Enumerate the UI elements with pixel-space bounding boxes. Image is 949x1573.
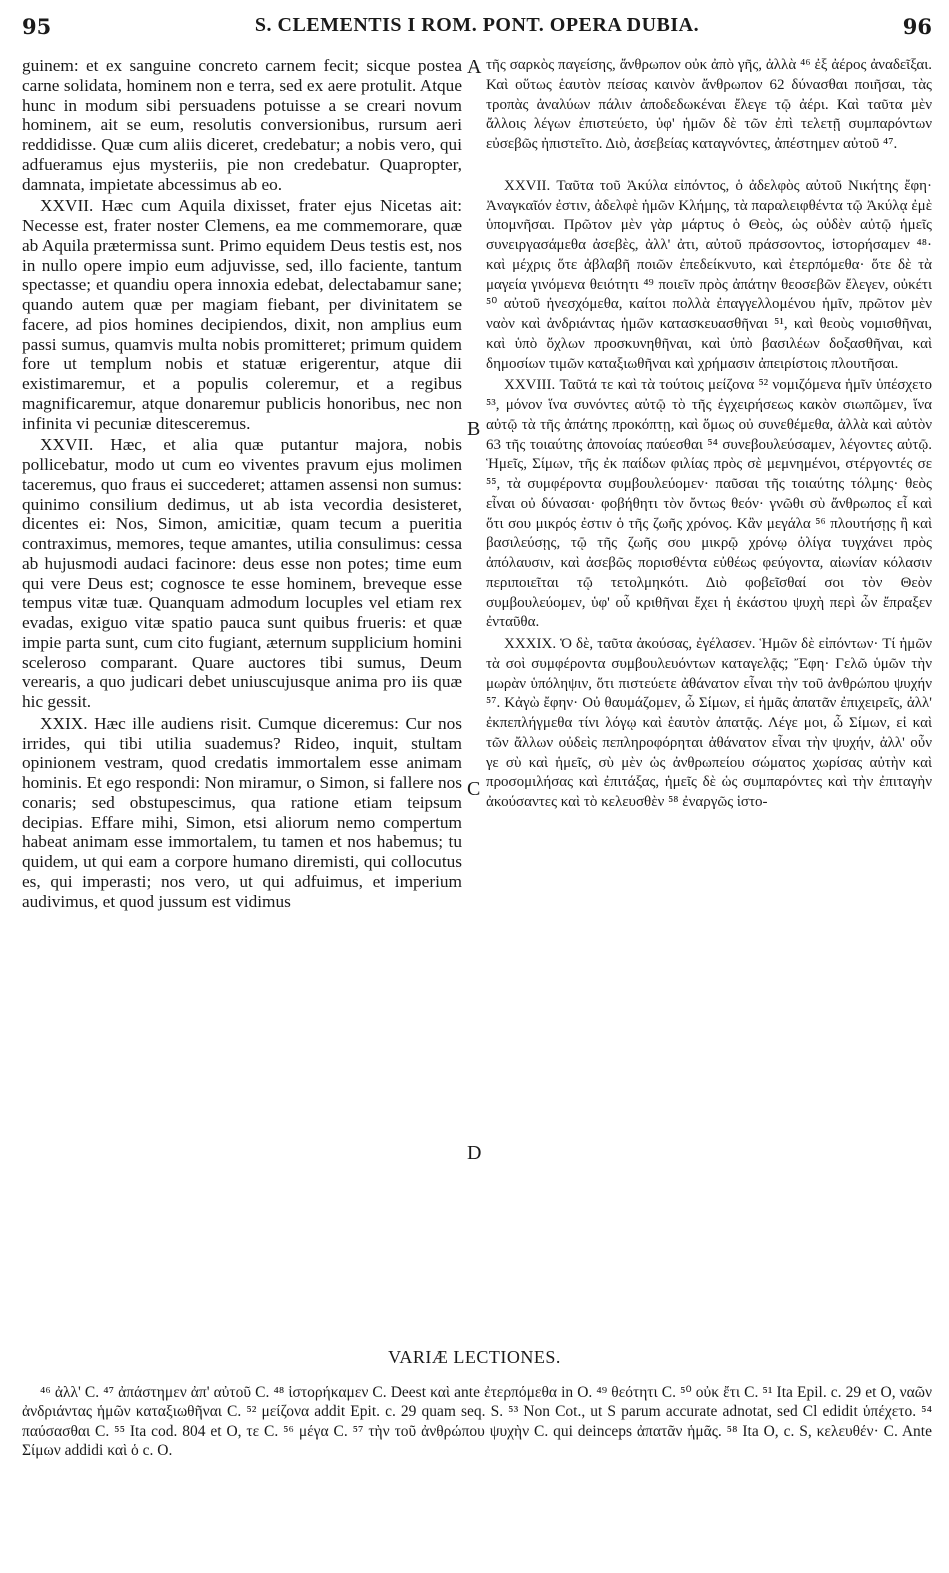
latin-paragraph: guinem: et ex sanguine concreto carnem fecit; sicque postea carne solidata, hominem non e terra, sed ex aere protulit. Atque hunc in modum sibi persuadens potuisse a se creari novum hominem, ait se eum, resolutis conversionibus, rursum aeri reddidisse. Quæ cum aliis diceret, credebatur; a nobis vero, qui adfueramus ejus mysteriis, pie non credebatur. Quapropter, damnata, impietate abcessimus ab eo.: [22, 56, 462, 194]
greek-paragraph: τῆς σαρκὸς παγείσης, ἄνθρωπον οὐκ ἀπὸ γῆς, ἀλλὰ ⁴⁶ ἐξ ἀέρος ἀναδεῖξαι. Καὶ οὕτως ἑαυτὸν πείσας καινὸν ἄνθρωπον 62 δύνασθαι ποιῆσαι, τὰς τροπὰς ἀναλύων πάλιν ἀποδεδωκέναι ἔλεγε τῷ ἀέρι. Καὶ ταῦτα μὲν ἄλλοις λέγων ἐπιστεύετο, ὑφ' ἡμῶν δὲ τῶν ἐπὶ τελετῇ συμπαρόντων εὐσεβῶς ἠπιστεῖτο. Διὸ, ἀσεβείας καταγνόντες, ἀπέστημεν αὐτοῦ ⁴⁷.: [486, 57, 932, 152]
latin-paragraph: XXIX. Hæc ille audiens risit. Cumque diceremus: Cur nos irrides, qui tibi utilia suademus? Rideo, inquit, stultam opinionem vestram, quod credatis immortalem esse animam hominis. Et ego respondi: Non miramur, o Simon, si fallere nos conaris; sed obstupescimus, qua ratione etiam teipsum decipias. Effare mihi, Simon, etsi aliorum nemo compertum habeat animam esse immortalem, tu tamen et nos habemus; tu quidem, ut qui eam a corpore humano diremisti, qui collocutus es, qui imperasti; nos vero, ut qui adfuimus, et imperium audivimus, et quod jussum est vidimus: [22, 713, 462, 911]
greek-paragraph: XXVII. Ταῦτα τοῦ Ἀκύλα εἰπόντος, ὁ ἀδελφὸς αὐτοῦ Νικήτης ἔφη· Ἀναγκαῖόν ἐστιν, ἀδελφὲ ἡμῶν Κλήμης, τὰ παραλειφθέντα τῷ Ἀκύλᾳ ἐμὲ ὑπομνῆσαι. Πρῶτον μὲν γὰρ μάρτυς ὁ Θεὸς, ὡς οὐδὲν αὐτῷ ἡμεῖς συνειργασάμεθα ἀσεβὲς, ἀλλ' ἀτι, αὐτοῦ πράσσοντος, ἱστορήσαμεν ⁴⁸· καὶ μέχρις ὅτε ἀβλαβῆ ποιῶν ἐπεδείκνυτο, καὶ ἐτερπόμεθα· ὅτε δὲ τὰ μαγεία γινόμενα θειότητι ⁴⁹ ποιεῖν πρὸς ἀπάτην θεοσεβῶν ἔλεγεν, οὐκέτι ⁵⁰ αὐτοῦ ἠνεσχόμεθα, καίτοι πολλὰ ἐπαγγελλομένου ἡμῖν, πρῶτον μὲν ναὸν καὶ ἀνδριάντας ἡμῶν κατασκευασθῆναι ⁵¹, καὶ θεοὺς νομισθῆναι, καὶ ὑπὸ ὄχλων προσκυνηθῆναι, καὶ ὑπὸ βασιλέων δοξασθῆναι, καὶ δημοσίων τιμῶν καταξιωθῆναι καὶ χρήμασιν ἀπειρίστοις πλουτῆσαι.: [486, 177, 932, 372]
section-marker-d: D: [467, 1142, 482, 1164]
greek-paragraph: XXXIX. Ὁ δὲ, ταῦτα ἀκούσας, ἐγέλασεν. Ἡμῶν δὲ εἰπόντων· Τί ἡμῶν τὰ σοὶ συμφέροντα συμβουλευόντων καταγελᾷς; Ἔφη· Γελῶ ὑμῶν τὴν μωρὰν ὑπόληψιν, ὅτι πιστεύετε ἀθάνατον εἶναι τὴν τοῦ ἀνθρώπου ψυχήν ⁵⁷. Κἀγὼ ἔφην· Οὐ θαυμάζομεν, ὦ Σίμων, εἰ ἡμᾶς ἀπατᾶν ἐπιχειρεῖς, ἀλλ' ἐκπεπλήγμεθα τίνι λόγῳ καὶ ἑαυτὸν ἀπατᾷς. Λέγε μοι, ὦ Σίμων, εἰ καὶ τῶν ἄλλων οὐδεὶς πεπληροφόρηται ἀθάνατον εἶναι τὴν ψυχήν, ἀλλ' οὖν γε σὺ καὶ ἡμεῖς, σὺ μὲν ὡς ἀνθρωπείου σώματος χωρίσας αὐτὴν καὶ προσομιλήσας καὶ ἐπιτάξας, ἡμεῖς δὲ ὡς συμπαρόντες καὶ τὴν ἐπιταγὴν ἀκούσαντες καὶ τὸ κελευσθὲν ⁵⁸ ἐναργῶς ἱστο-: [486, 636, 932, 810]
footnote-text: ⁴⁶ ἀλλ' C. ⁴⁷ ἀπάστημεν ἀπ' αὐτοῦ C. ⁴⁸ ἱστορήκαμεν C. Deest καὶ ante ἐτερπόμεθα in O. ⁴⁹ θεότητι C. ⁵⁰ οὐκ ἔτι C. ⁵¹ Ita Epil. c. 29 et O, ναῶν ἀνδριάντας ἡμῶν καταξιωθῆναι C. ⁵² μείζονα addit Epit. c. 29 quam seq. S. ⁵³ Non Cot., ut S parum accurate adnotat, sed Cl edidit ὑπέχετο. ⁵⁴ παύσασθαι C. ⁵⁵ Ita cod. 804 et O, τε C. ⁵⁶ μέγα C. ⁵⁷ τὴν τοῦ ἀνθρώπου ψυχὴν C. qui deinceps ἀπατᾶν ἡμᾶς. ⁵⁸ Ita O, c. S, κελευθέν· C. Ante Σίμων addidi καὶ ὁ c. O.: [22, 1384, 932, 1460]
page-header: [22, 14, 932, 44]
page-number-right: 96: [902, 14, 932, 39]
greek-paragraph: XXVIII. Ταῦτά τε καὶ τὰ τούτοις μείζονα ⁵² νομιζόμενα ἡμῖν ὑπέσχετο ⁵³, μόνον ἵνα συνόντες αὐτῷ τὸ τῆς ἐγχειρήσεως κακὸν σιωπῶμεν, ἵνα αὐτῷ τὰ τῆς ἀπάτης προκόπτῃ, καὶ ὅμως οὐ συνεθέμεθα, ἀλλὰ καὶ αὐτὸν 63 τῆς τοιαύτης ἀπονοίας παύεσθαι ⁵⁴ συνεβουλεύσαμεν, λέγοντες αὐτῷ. Ἡμεῖς, Σίμων, τῆς ἐκ παίδων φιλίας πρὸς σὲ μεμνημένοι, στέργοντές σε ⁵⁵, τὰ συμφέροντα συμβουλεύομεν· παῦσαι τῆς τοιαύτης τόλμης· θεὸς εἶναι οὐ δύνασαι· φοβήθητι τὸν ὄντως θεόν· γνῶθι σὺ ἄνθρωπος εἶ καὶ ὅτι σου μικρός ἐστιν ὁ τῆς ζωῆς χρόνος. Κἂν μεγάλα ⁵⁶ πλουτήσῃς ἢ καὶ βασιλεύσῃς, τῷ τῆς ζωῆς σου μικρῷ χρόνῳ ὀλίγα τυγχάνει πρὸς ἀπόλαυσιν, καὶ ἀσεβῶς πορισθέντα εὐθέως φεύγοντα, αἰωνίαν κόλασιν περιποιεῖται τῷ τετολμηκότι. Διὸ φοβεῖσθαί σοι τὸν Θεὸν συμβουλεύομεν, ὑφ' οὗ κριθῆναι ἔχει ἡ ἑκάστου ψυχὴ περὶ ὧν ἔπραξεν ἐνταῦθα.: [486, 377, 932, 631]
latin-paragraph: XXVII. Hæc cum Aquila dixisset, frater ejus Nicetas ait: Necesse est, frater noster Clemens, ea me commemorare, quæ ab Aquila prætermissa sunt. Primo equidem Deus testis est, nos in nullo opere impio eum adjuvisse, sed, illo faciente, tantum spectasse; et quandiu opera innoxia edebat, delectabamur sane; quando autem quæ per magiam fiebant, per divinitatem se facere, ad pios homines decipiendos, dixit, non amplius eum passi sumus, quamvis multa nobis promitteret; primum quidem fore ut templum nobis et statuæ erigerentur, atque dii existimaremur, et a populis coleremur, et a regibus magnificaremur, atque donaremur publicis honoribus, nec non infinita vi pecuniæ ditesceremus.: [22, 196, 462, 433]
variae-lectiones-heading: VARIÆ LECTIONES.: [388, 1347, 561, 1367]
page-number-left: 95: [22, 14, 52, 39]
section-marker-c: C: [467, 778, 481, 800]
running-title: S. CLEMENTIS I ROM. PONT. OPERA DUBIA.: [254, 14, 700, 36]
variae-lectiones-notes: [22, 1383, 932, 1461]
latin-paragraph: XXVII. Hæc, et alia quæ putantur majora, nobis pollicebatur, modo ut cum eo viventes pravum ejus molimen taceremus, quo fraus ei succederet; attamen assensi non sumus: quinimo consilium dedimus, ut ab ista vecordia desisteret, dicentes ei: Nos, Simon, amicitiæ, quam tecum a pueritia contraximus, memores, teque amantes, utilia consulimus: cessa ab hujusmodi audaci facinore: deus esse non potes; time eum qui vere Deus est; cognosce te esse hominem, breveque esse tempus vitæ tuæ. Quanquam admodum locuples vel etiam rex evadas, exiguo vitæ spatio pauca sunt quibus frueris: et quæ impie parta sunt, cum cito fugiant, æternum supplicium homini sceleroso comparant. Quare auctores tibi sumus, Deum verearis, a quo judicari debet uniuscujusque anima pro iis quæ hic gessit.: [22, 435, 462, 711]
greek-column: [486, 56, 932, 813]
section-marker-a: A: [467, 56, 482, 78]
latin-column: [22, 56, 462, 911]
section-marker-b: B: [467, 418, 481, 440]
